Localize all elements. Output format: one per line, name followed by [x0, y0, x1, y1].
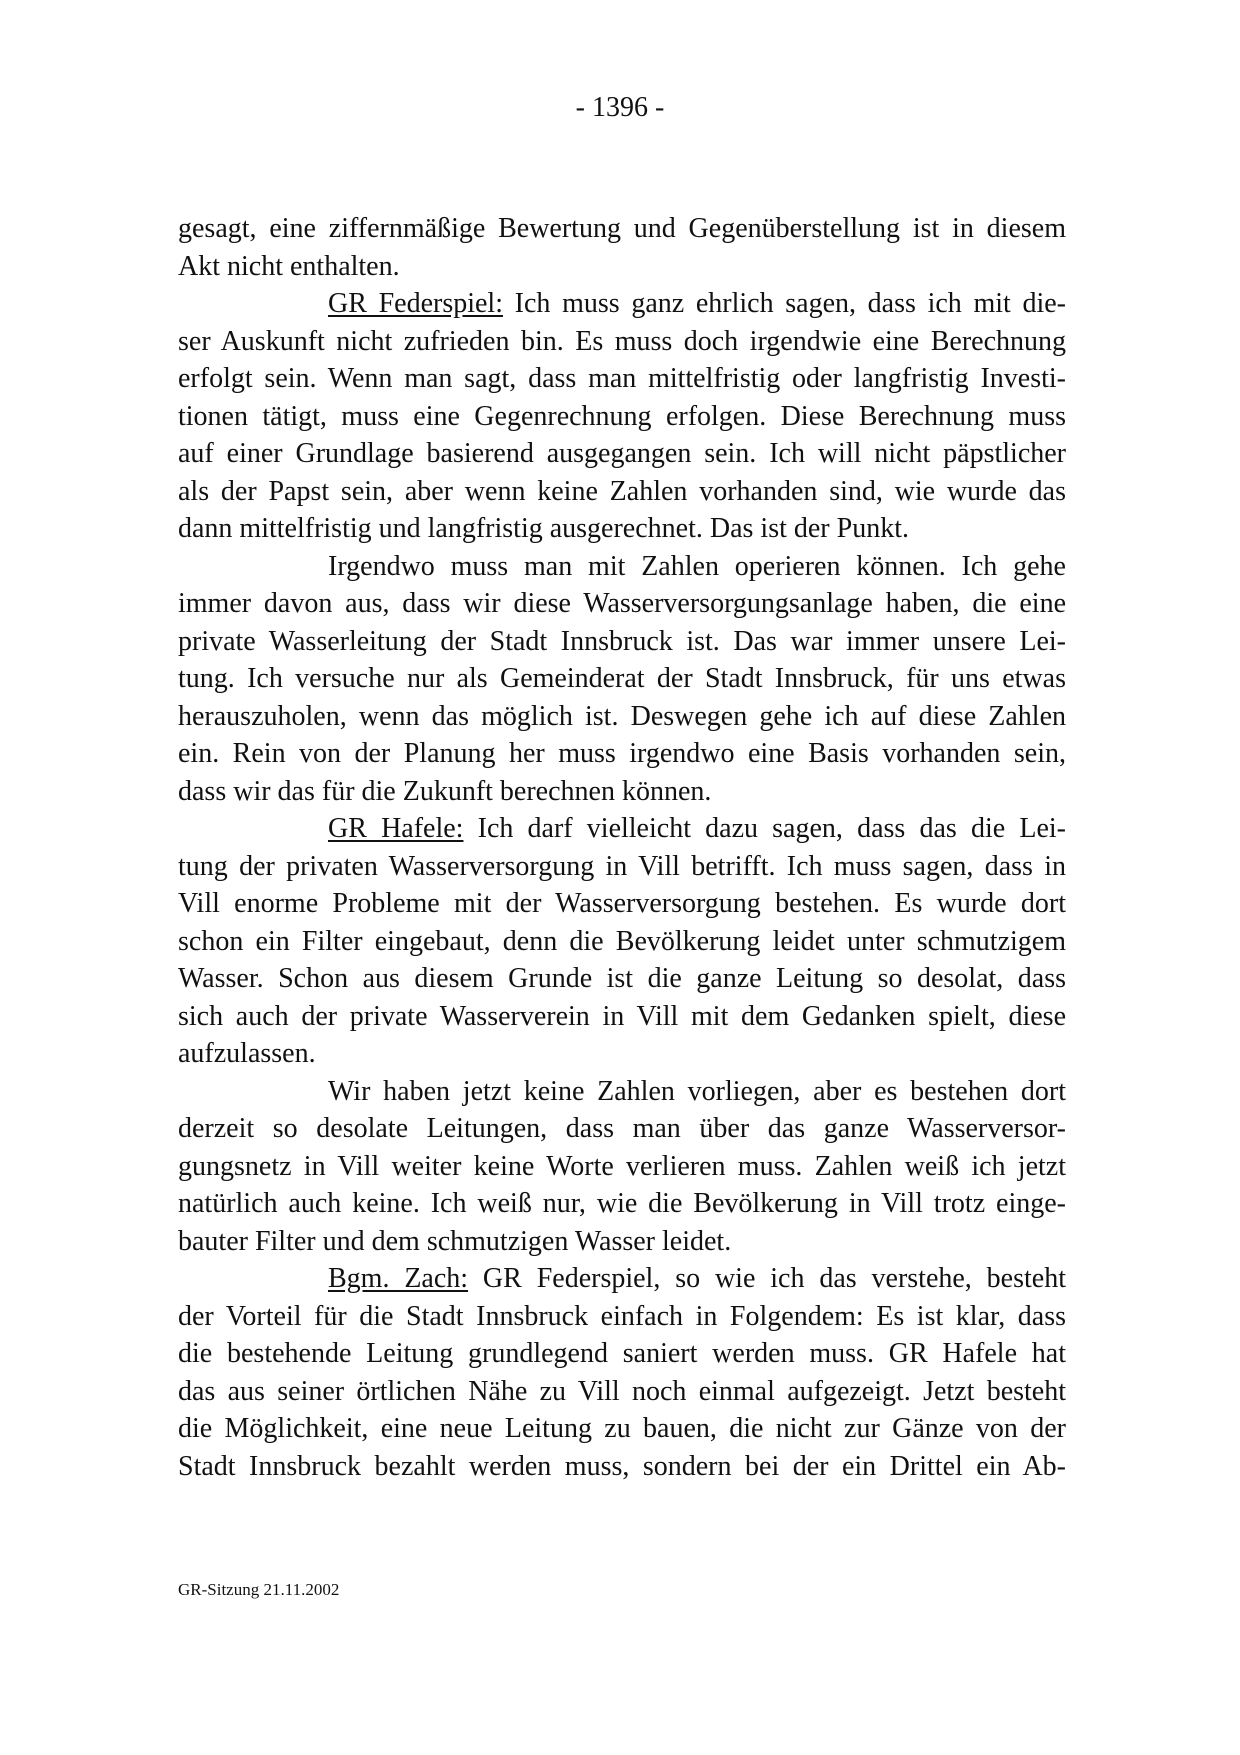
text-line: Wir haben jetzt keine Zahlen vorliegen, aber es bestehen dort [328, 1075, 1066, 1107]
document-body [178, 210, 1066, 1485]
text-line [178, 285, 1066, 323]
text-line: bauter Filter und dem schmutzigen Wasser leidet. [178, 1225, 732, 1257]
paragraph [178, 548, 1066, 811]
paragraph [178, 1260, 1066, 1485]
text-line: dass wir das für die Zukunft berechnen können. [178, 775, 712, 807]
speech-text: GR Federspiel, so wie ich das verstehe, besteht [468, 1263, 1066, 1294]
text-line: Irgendwo muss man mit Zahlen operieren können. Ich gehe [328, 550, 1066, 582]
text-line: der Vorteil für die Stadt Innsbruck einfach in Folgendem: Es ist klar, dass [178, 1300, 1066, 1332]
paragraph [178, 285, 1066, 548]
text-line: natürlich auch keine. Ich weiß nur, wie die Bevölkerung in Vill trotz einge- [178, 1188, 1066, 1219]
text-line: tung. Ich versuche nur als Gemeinderat der Stadt Innsbruck, für uns etwas [178, 663, 1066, 694]
text-line: die bestehende Leitung grundlegend saniert werden muss. GR Hafele hat [178, 1338, 1066, 1369]
text-line: schon ein Filter eingebaut, denn die Bevölkerung leidet unter schmutzigem [178, 925, 1066, 957]
text-line: private Wasserleitung der Stadt Innsbruck ist. Das war immer unsere Lei- [178, 625, 1066, 657]
text-line: Stadt Innsbruck bezahlt werden muss, sondern bei der ein Drittel ein Ab- [178, 1450, 1066, 1482]
speaker-name: GR Hafele: [328, 813, 464, 844]
text-line: herauszuholen, wenn das möglich ist. Deswegen gehe ich auf diese Zahlen [178, 700, 1066, 732]
text-line: tung der privaten Wasserversorgung in Vill betrifft. Ich muss sagen, dass in [178, 850, 1066, 882]
text-line: immer davon aus, dass wir diese Wasserversorgungsanlage haben, die eine [178, 588, 1066, 619]
paragraph [178, 1073, 1066, 1261]
text-line: auf einer Grundlage basierend ausgegangen sein. Ich will nicht päpstlicher [178, 438, 1066, 469]
text-line: aufzulassen. [178, 1038, 316, 1069]
text-line: ein. Rein von der Planung her muss irgendwo eine Basis vorhanden sein, [178, 738, 1066, 769]
text-line: die Möglichkeit, eine neue Leitung zu bauen, die nicht zur Gänze von der [178, 1413, 1066, 1444]
text-line: gungsnetz in Vill weiter keine Worte verlieren muss. Zahlen weiß ich jetzt [178, 1150, 1066, 1182]
page-number: - 1396 - [575, 92, 665, 123]
text-line: dann mittelfristig und langfristig ausgerechnet. Das ist der Punkt. [178, 513, 909, 544]
text-line: derzeit so desolate Leitungen, dass man über das ganze Wasserversor- [178, 1113, 1066, 1144]
paragraph [178, 210, 1066, 285]
text-line: Akt nicht enthalten. [178, 250, 400, 282]
text-line [178, 1260, 1066, 1298]
text-line: als der Papst sein, aber wenn keine Zahlen vorhanden sind, wie wurde das [178, 475, 1066, 507]
text-line: Vill enorme Probleme mit der Wasserversorgung bestehen. Es wurde dort [178, 888, 1066, 919]
text-line: gesagt, eine ziffernmäßige Bewertung und Gegenüberstellung ist in diesem [178, 213, 1066, 244]
speech-text: Ich muss ganz ehrlich sagen, dass ich mit die- [502, 288, 1066, 319]
text-line: erfolgt sein. Wenn man sagt, dass man mittelfristig oder langfristig Investi- [178, 363, 1066, 394]
text-line: ser Auskunft nicht zufrieden bin. Es muss doch irgendwie eine Berechnung [178, 325, 1066, 357]
speaker-name: Bgm. Zach: [328, 1263, 469, 1294]
footer-session-date: GR-Sitzung 21.11.2002 [178, 1580, 340, 1599]
text-line: sich auch der private Wasserverein in Vill mit dem Gedanken spielt, diese [178, 1000, 1066, 1032]
speech-text: Ich darf vielleicht dazu sagen, dass das die Lei- [463, 813, 1066, 844]
text-line: das aus seiner örtlichen Nähe zu Vill noch einmal aufgezeigt. Jetzt besteht [178, 1375, 1066, 1407]
text-line: Wasser. Schon aus diesem Grunde ist die ganze Leitung so desolat, dass [178, 963, 1066, 994]
speaker-name: GR Federspiel: [328, 288, 503, 319]
text-line: tionen tätigt, muss eine Gegenrechnung erfolgen. Diese Berechnung muss [178, 400, 1066, 432]
text-line [178, 810, 1066, 848]
paragraph [178, 810, 1066, 1073]
